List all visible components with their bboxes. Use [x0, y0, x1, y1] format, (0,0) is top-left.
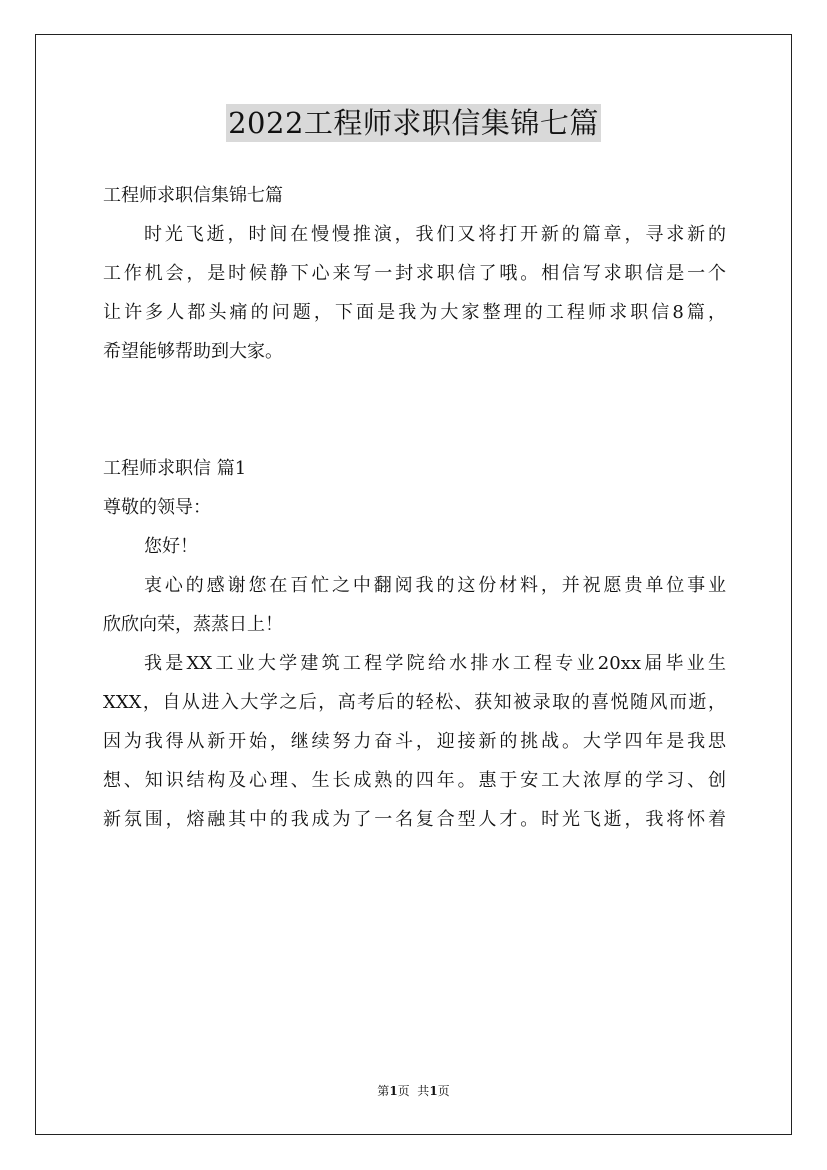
document-title: 2022工程师求职信集锦七篇: [228, 106, 599, 140]
paragraph-line: 新氛围，熔融其中的我成为了一名复合型人才。时光飞逝，我将怀着: [103, 809, 726, 830]
greeting-line: 您好！: [144, 536, 198, 557]
document-body: [103, 176, 726, 839]
page-suffix: 页: [437, 1084, 450, 1098]
paragraph-line: 衷心的感谢您在百忙之中翻阅我的这份材料，并祝愿贵单位事业: [144, 575, 726, 596]
paragraph-line: XXX，自从进入大学之后，高考后的轻松、获知被录取的喜悦随风而逝，: [103, 692, 726, 713]
paragraph-line: 因为我得从新开始，继续努力奋斗，迎接新的挑战。大学四年是我思: [103, 731, 726, 752]
paragraph-line: 工作机会，是时候静下心来写一封求职信了哦。相信写求职信是一个: [103, 263, 726, 284]
page-mid: 页 共: [397, 1084, 430, 1098]
paragraph-line: 让许多人都头痛的问题，下面是我为大家整理的工程师求职信8篇，: [103, 302, 726, 323]
paragraph-line: 想、知识结构及心理、生长成熟的四年。惠于安工大浓厚的学习、创: [103, 770, 726, 791]
section-heading: 工程师求职信 篇1: [103, 458, 247, 479]
title-container: [0, 104, 827, 142]
page-total: 1: [429, 1084, 438, 1098]
blank-line: [103, 410, 726, 449]
paragraph-line: 时光飞逝，时间在慢慢推演，我们又将打开新的篇章，寻求新的: [144, 224, 726, 245]
paragraph-line: 我是XX工业大学建筑工程学院给水排水工程专业20xx届毕业生: [144, 653, 726, 674]
blank-line: [103, 371, 726, 410]
page-number: 1: [389, 1084, 398, 1098]
paragraph-line: 欣欣向荣，蒸蒸日上！: [103, 614, 283, 635]
salutation-line: 尊敬的领导：: [103, 497, 211, 518]
page-footer: [0, 1082, 827, 1100]
page-prefix: 第: [377, 1084, 390, 1098]
paragraph-line: 希望能够帮助到大家。: [103, 341, 283, 362]
subtitle-line: 工程师求职信集锦七篇: [103, 185, 283, 206]
